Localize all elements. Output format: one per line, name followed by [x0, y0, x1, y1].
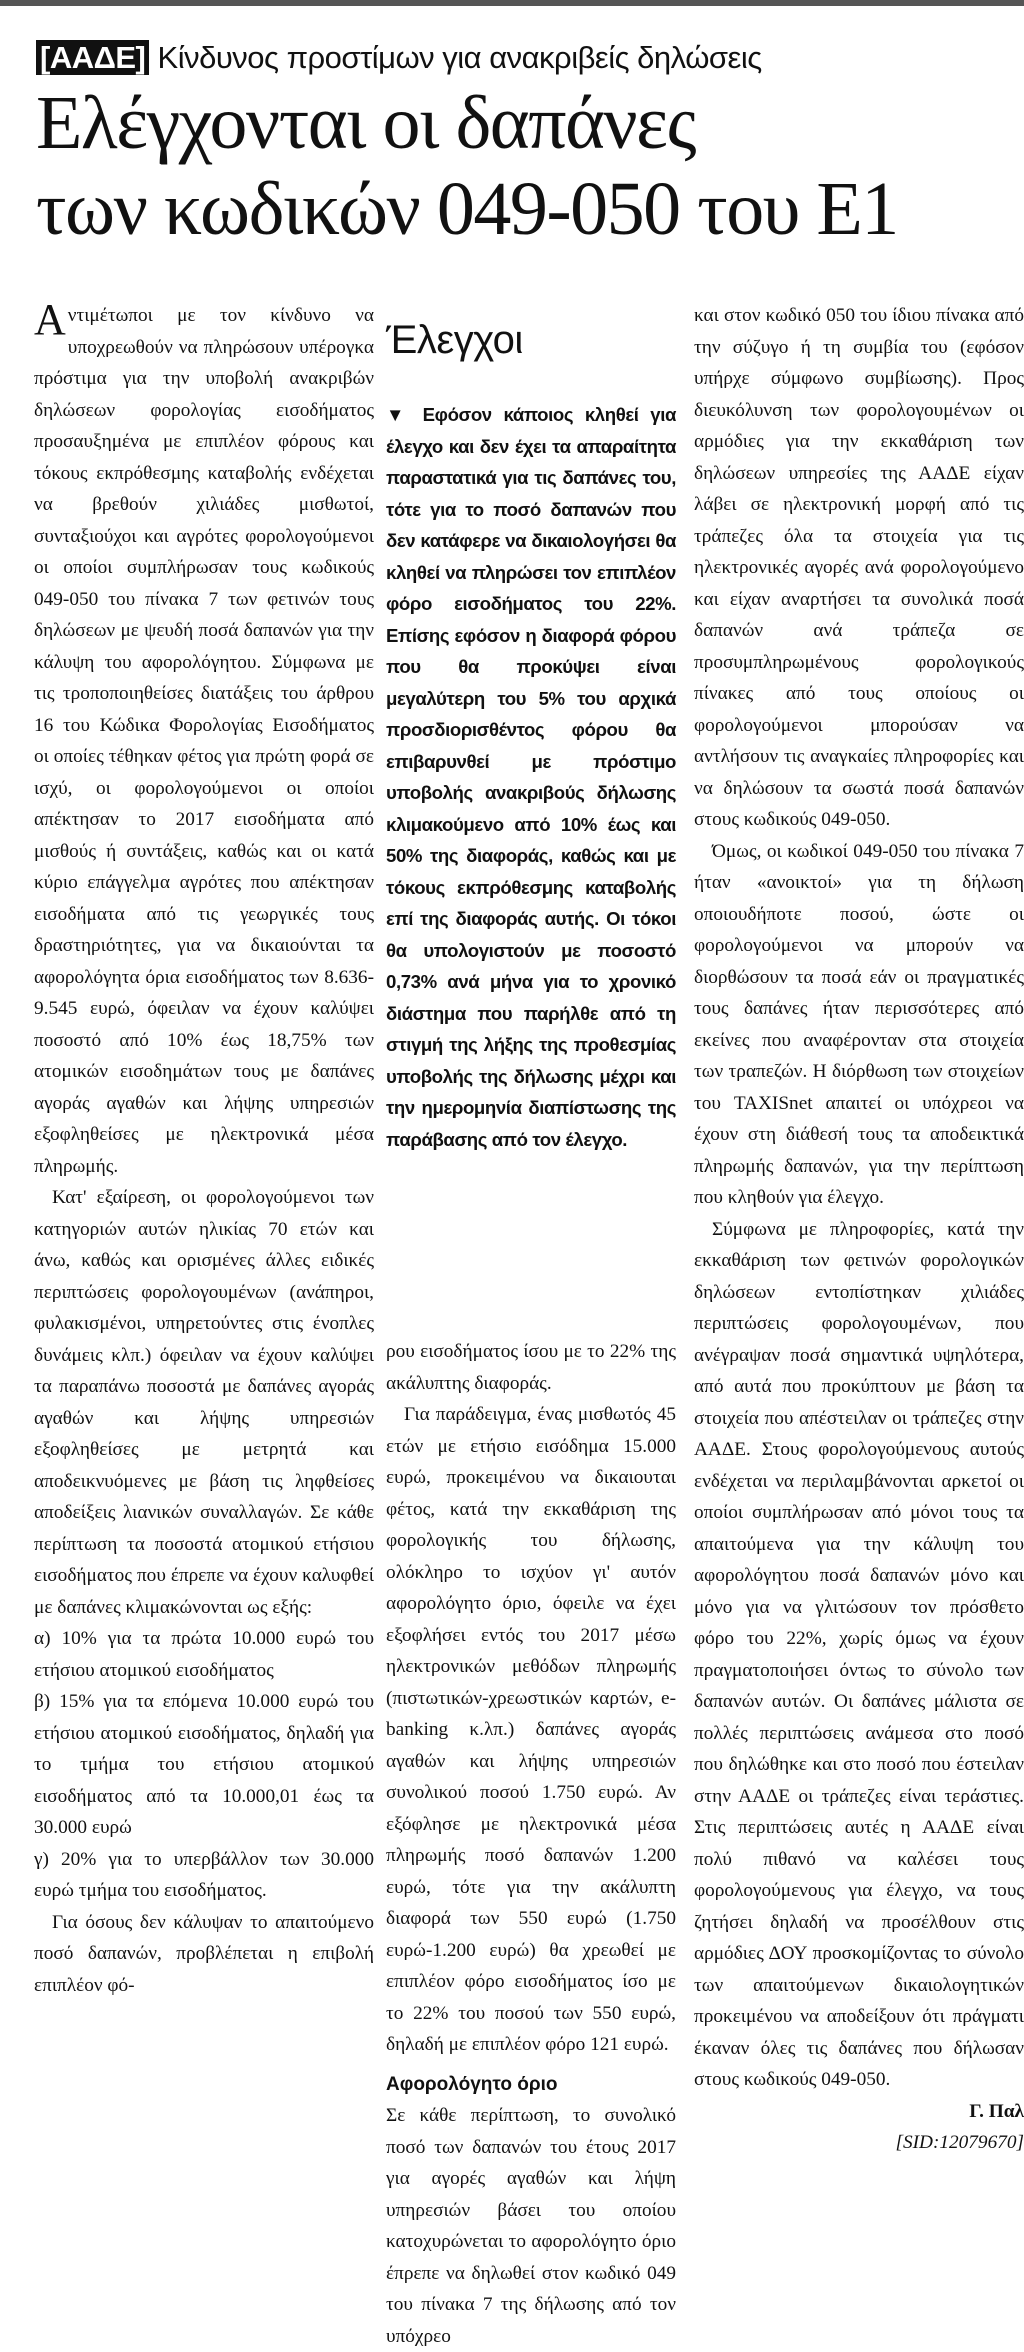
- headline-line-1: Ελέγχονται οι δαπάνες: [36, 81, 696, 165]
- sidebar-text: ▼ Εφόσον κάποιος κληθεί για έλεγχο και δεν έχει τα απαραίτητα παραστατικά για τις δαπάνες του, τότε για το ποσό δαπανών που δεν κατάφερε να δικαιολογήσει θα κληθεί να πληρώσει τον επιπλέον φόρο εισοδήματος του 22%. Επίσης εφόσον η διαφορά φόρου που θα προκύψει είναι μεγαλύτερη του 5% του αρχικά προσδιορισθέντος φόρου θα επιβαρυνθεί με πρόστιμο υποβολής ανακριβούς δήλωσης κλιμακούμενο από 10% έως και 50% της διαφοράς, καθώς και με τόκους εκπρόθεσμης καταβολής επί της διαφοράς αυτής. Οι τόκοι θα υπολογιστούν με ποσοστό 0,73% ανά μήνα για το χρονικό διάστημα που παρήλθε από τη στιγμή της λήξης της προθεσμίας υποβολής της δήλωσης μέχρι και την ημερομηνία διαπίστωσης της παράβασης από τον έλεγχο.: [386, 404, 676, 1150]
- sidebar-box: [386, 300, 676, 1155]
- paragraph: β) 15% για τα επόμενα 10.000 ευρώ του ετήσιου ατομικού εισοδήματος, δηλαδή για το τμήμα του ετήσιου ατομικού εισοδήματος από τα 10.000,01 έως τα 30.000 ευρώ: [34, 1691, 374, 1838]
- kicker-tag: [ΑΑΔΕ]: [36, 40, 149, 75]
- paragraph: Αντιμέτωποι με τον κίνδυνο να υποχρεωθούν να πληρώσουν υπέρογκα πρόστιμα για την υποβολή ανακριβών δηλώσεων φορολογίας εισοδήματος προσαυξημένα με επιπλέον φόρους και τόκους εκπρόθεσμης καταβολής ενδέχεται να βρεθούν χιλιάδες μισθωτοί, συνταξιούχοι και αγρότες φορολογούμενοι οι οποίοι συμπλήρωσαν τους κωδικούς 049-050 του πίνακα 7 των φετινών τους δηλώσεων με ψευδή ποσά δαπανών για την κάλυψη του αφορολόγητου. Σύμφωνα με τις τροποποιηθείσες διατάξεις του άρθρου 16 του Κώδικα Φορολογίας Εισοδήματος οι οποίες τέθηκαν φέτος για πρώτη φορά σε ισχύ, οι φορολογούμενοι οι οποίοι απέκτησαν το 2017 εισοδήματα από μισθούς ή συντάξεις, καθώς και οι κατά κύριο επάγγελμα αγρότες που απέκτησαν εισοδήματα από τις γεωργικές τους δραστηριότητες, για να δικαιούνται τα αφορολόγητα όρια εισοδήματος των 8.636-9.545 ευρώ, όφειλαν να έχουν καλύψει ποσοστό από 10% έως 18,75% των ατομικών εισοδημάτων τους με δαπάνες αγοράς αγαθών και λήψης υπηρεσιών εξοφληθείσες με ηλεκτρονικά μέσα πληρωμής.: [34, 295, 374, 1177]
- author: Γ. Παλ: [969, 2100, 1024, 2122]
- article-column-3: [694, 300, 1024, 2159]
- paragraph: Για όσους δεν κάλυψαν το απαιτούμενο ποσό δαπανών, προβλέπεται η επιβολή επιπλέον φό-: [34, 1911, 374, 1996]
- paragraph: Κατ' εξαίρεση, οι φορολογούμενοι των κατηγοριών αυτών ηλικίας 70 ετών και άνω, καθώς και ορισμένες άλλες ειδικές περιπτώσεις φορολογουμένων (ανάπηροι, φυλακισμένοι, υπηρετούντες στις ένοπλες δυνάμεις κλπ.) όφειλαν να έχουν καλύψει τα παραπάνω ποσοστά με δαπάνες αγοράς αγαθών και λήψης υπηρεσιών εξοφληθείσες με μετρητά και αποδεικνυόμενες με βάση τις ληφθείσες αποδείξεις λιανικών συναλλαγών. Σε κάθε περίπτωση τα ποσοστά ατομικού ετήσιου εισοδήματος που έπρεπε να έχουν καλυφθεί με δαπάνες κλιμακώνονται ως εξής:: [34, 1187, 374, 1618]
- article-column-2: [386, 1336, 676, 2352]
- paragraph: ρου εισοδήματος ίσου με το 22% της ακάλυπτης διαφοράς.: [386, 1341, 676, 1394]
- paragraph: Όμως, οι κωδικοί 049-050 του πίνακα 7 ήταν «ανοικτοί» για τη δήλωση οποιουδήποτε ποσού, ώστε οι φορολογούμενοι να μπορούν να διορθώσουν τα ποσά εάν οι πραγματικές τους δαπάνες ήταν περισσότερες από εκείνες που αναφέρονταν στα στοιχεία των τραπεζών. Η διόρθωση των στοιχείων του TAXISnet απαιτεί οι υπόχρεοι να έχουν στη διάθεσή τους τα αποδεικτικά πληρωμής δαπανών, για την περίπτωση που κληθούν για έλεγχο.: [694, 840, 1024, 1208]
- paragraph: Σε κάθε περίπτωση, το συνολικό ποσό των δαπανών του έτους 2017 για αγορές αγαθών και λήψη υπηρεσιών βάσει του οποίου κατοχυρώνεται το αφορολόγητο όριο έπρεπε να δηλωθεί στον κωδικό 049 του πίνακα 7 της δήλωσης από τον υπόχρεο: [386, 2105, 676, 2347]
- paragraph: Σύμφωνα με πληροφορίες, κατά την εκκαθάριση των φετινών φορολογικών δηλώσεων εντοπίστηκαν χιλιάδες περιπτώσεις φορολογουμένων, που ανέγραψαν ποσά σημαντικά υψηλότερα, από αυτά που προκύπτουν με βάση τα στοιχεία που απέστειλαν οι τράπεζες στην ΑΑΔΕ. Στους φορολογούμενους αυτούς ενδέχεται να περιλαμβάνονται αρκετοί οι οποίοι συμπλήρωσαν από μόνοι τους τα απαιτούμενα για την κάλυψη του αφορολόγητου ποσά δαπανών μόνο και μόνο για να γλιτώσουν τον πρόσθετο φόρο του 22%, χωρίς όμως να έχουν πραγματοποιήσει όντως το σύνολο των δαπανών αυτών. Οι δαπάνες μάλιστα σε πολλές περιπτώσεις ανάμεσα στο ποσό που δηλώθηκε και στο ποσό που έστειλαν στην ΑΑΔΕ οι τράπεζες είναι τεράστιες. Στις περιπτώσεις αυτές η ΑΑΔΕ είναι πολύ πιθανό να καλέσει τους φορολογούμενους για έλεγχο, να τους ζητήσει δηλαδή να προσέλθουν στις αρμόδιες ΔΟΥ προσκομίζοντας το σύνολο των απαιτούμενων δικαιολογητικών προκειμένου να αποδείξουν ότι πράγματι έκαναν όλες τις δαπάνες που δήλωσαν στους κωδικούς 049-050.: [694, 1218, 1024, 2090]
- paragraph: γ) 20% για το υπερβάλλον των 30.000 ευρώ τμήμα του εισοδήματος.: [34, 1848, 374, 1901]
- paragraph: Για παράδειγμα, ένας μισθωτός 45 ετών με ετήσιο εισόδημα 15.000 ευρώ, προκειμένου να δικαιουται φέτος, κατά την εκκαθάριση της φορολογικής του δήλωσης, ολόκληρο το ισχύον γι' αυτόν αφορολόγητο όριο, όφειλε να έχει εξοφλήσει εντός του 2017 μέσω ηλεκτρονικών μεθόδων πληρωμής (πιστωτικών-χρεωστικών καρτών, e-banking κ.λπ.) δαπάνες αγοράς αγαθών και λήψης υπηρεσιών συνολικού ποσού 1.750 ευρώ. Αν εξόφλησε με ηλεκτρονικά μέσα πληρωμής ποσό δαπανών 1.200 ευρώ, τότε για την ακάλυπτη διαφορά των 550 ευρώ (1.750 ευρώ-1.200 ευρώ) θα χρεωθεί με επιπλέον φόρο εισοδήματος ίσο με το 22% του ποσού των 550 ευρώ, δηλαδή με επιπλέον φόρο 121 ευρώ.: [386, 1404, 676, 2055]
- headline: [36, 80, 1024, 252]
- source-id: [SID:12079670]: [895, 2132, 1024, 2153]
- paragraph: α) 10% για τα πρώτα 10.000 ευρώ του ετήσιου ατομικού εισοδήματος: [34, 1628, 374, 1681]
- sidebar-title: Έλεγχοι: [386, 318, 523, 362]
- author-line: [694, 2096, 1024, 2128]
- kicker-text: Κίνδυνος προστίμων για ανακριβείς δηλώσεις: [157, 40, 762, 75]
- paragraph: και στον κωδικό 050 του ίδιου πίνακα από την σύζυγο ή τη συμβία του (εφόσον υπήρχε σύμφωνο συμβίωσης). Προς διευκόλυνση των φορολογουμένων οι αρμόδιες για την εκκαθάριση των δηλώσεων υπηρεσίες της ΑΑΔΕ είχαν λάβει σε ηλεκτρονική μορφή από τις τράπεζες όλα τα στοιχεία για τις ηλεκτρονικές αγορές ανά φορολογούμενο και είχαν αναρτήσει τα συνολικά ποσά δαπανών ανά τράπεζα σε προσυμπληρωμένους φορολογικούς πίνακες από τους οποίους οι φορολογούμενοι μπορούσαν να αντλήσουν τις αναγκαίες πληροφορίες και να δηλώσουν τα σωστά ποσά δαπανών στους κωδικούς 049-050.: [694, 305, 1024, 830]
- article-column-1: [34, 295, 374, 2001]
- top-rule: [0, 0, 1024, 6]
- headline-line-2: των κωδικών 049-050 του Ε1: [36, 167, 898, 251]
- subheading: Αφορολόγητο όριο: [386, 2073, 558, 2095]
- kicker: [36, 40, 1016, 76]
